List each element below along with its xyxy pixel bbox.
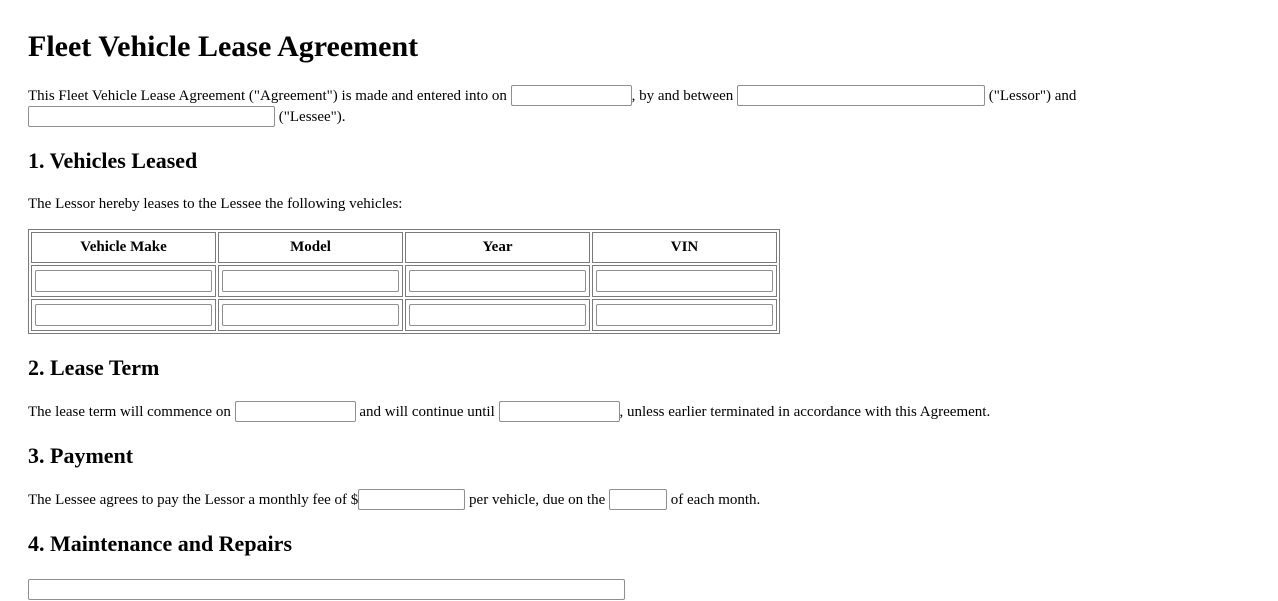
intro-text-2: , by and between bbox=[631, 88, 734, 104]
section-1-heading: 1. Vehicles Leased bbox=[28, 148, 198, 173]
table-row bbox=[31, 265, 777, 297]
page-title: Fleet Vehicle Lease Agreement bbox=[28, 30, 419, 63]
due-day-field[interactable] bbox=[609, 489, 667, 510]
lease-start-date-field[interactable] bbox=[235, 401, 356, 422]
vehicle-make-field[interactable] bbox=[35, 304, 212, 326]
lease-term-text-2: and will continue until bbox=[359, 404, 495, 420]
section-1-text: The Lessor hereby leases to the Lessee the following vehicles: bbox=[28, 196, 403, 212]
maintenance-field[interactable] bbox=[28, 579, 625, 600]
section-2-text bbox=[28, 402, 990, 423]
vehicle-year-field[interactable] bbox=[409, 270, 586, 292]
column-header-vin: VIN bbox=[592, 232, 777, 263]
column-header-year: Year bbox=[405, 232, 590, 263]
lease-term-text-3: , unless earlier terminated in accordance with this Agreement. bbox=[619, 404, 991, 420]
payment-text-1: The Lessee agrees to pay the Lessor a monthly fee of $ bbox=[28, 492, 359, 508]
lessee-name-field[interactable] bbox=[28, 106, 275, 127]
intro-text-3: ("Lessor") and bbox=[988, 88, 1077, 104]
section-3-text bbox=[28, 490, 760, 511]
vehicles-table bbox=[28, 229, 780, 334]
table-header-row bbox=[31, 232, 777, 263]
vehicle-model-field[interactable] bbox=[222, 304, 399, 326]
vehicle-vin-field[interactable] bbox=[596, 270, 773, 292]
vehicle-model-field[interactable] bbox=[222, 270, 399, 292]
vehicle-year-field[interactable] bbox=[409, 304, 586, 326]
lease-term-text-1: The lease term will commence on bbox=[28, 404, 231, 420]
intro-paragraph bbox=[28, 86, 1076, 107]
agreement-date-field[interactable] bbox=[511, 85, 632, 106]
table-row bbox=[31, 299, 777, 331]
lessor-name-field[interactable] bbox=[737, 85, 985, 106]
column-header-model: Model bbox=[218, 232, 403, 263]
vehicle-vin-field[interactable] bbox=[596, 304, 773, 326]
monthly-fee-field[interactable] bbox=[358, 489, 465, 510]
column-header-make: Vehicle Make bbox=[31, 232, 216, 263]
intro-text-4: ("Lessee"). bbox=[278, 109, 346, 125]
payment-text-2: per vehicle, due on the bbox=[469, 492, 606, 508]
section-4-field-wrap bbox=[28, 579, 625, 600]
lease-end-date-field[interactable] bbox=[499, 401, 620, 422]
section-3-heading: 3. Payment bbox=[28, 443, 134, 468]
intro-text-1: This Fleet Vehicle Lease Agreement ("Agreement") is made and entered into on bbox=[28, 88, 507, 104]
payment-text-3: of each month. bbox=[670, 492, 761, 508]
vehicle-make-field[interactable] bbox=[35, 270, 212, 292]
section-2-heading: 2. Lease Term bbox=[28, 355, 160, 380]
intro-paragraph-cont bbox=[28, 107, 346, 128]
section-4-heading: 4. Maintenance and Repairs bbox=[28, 531, 292, 556]
